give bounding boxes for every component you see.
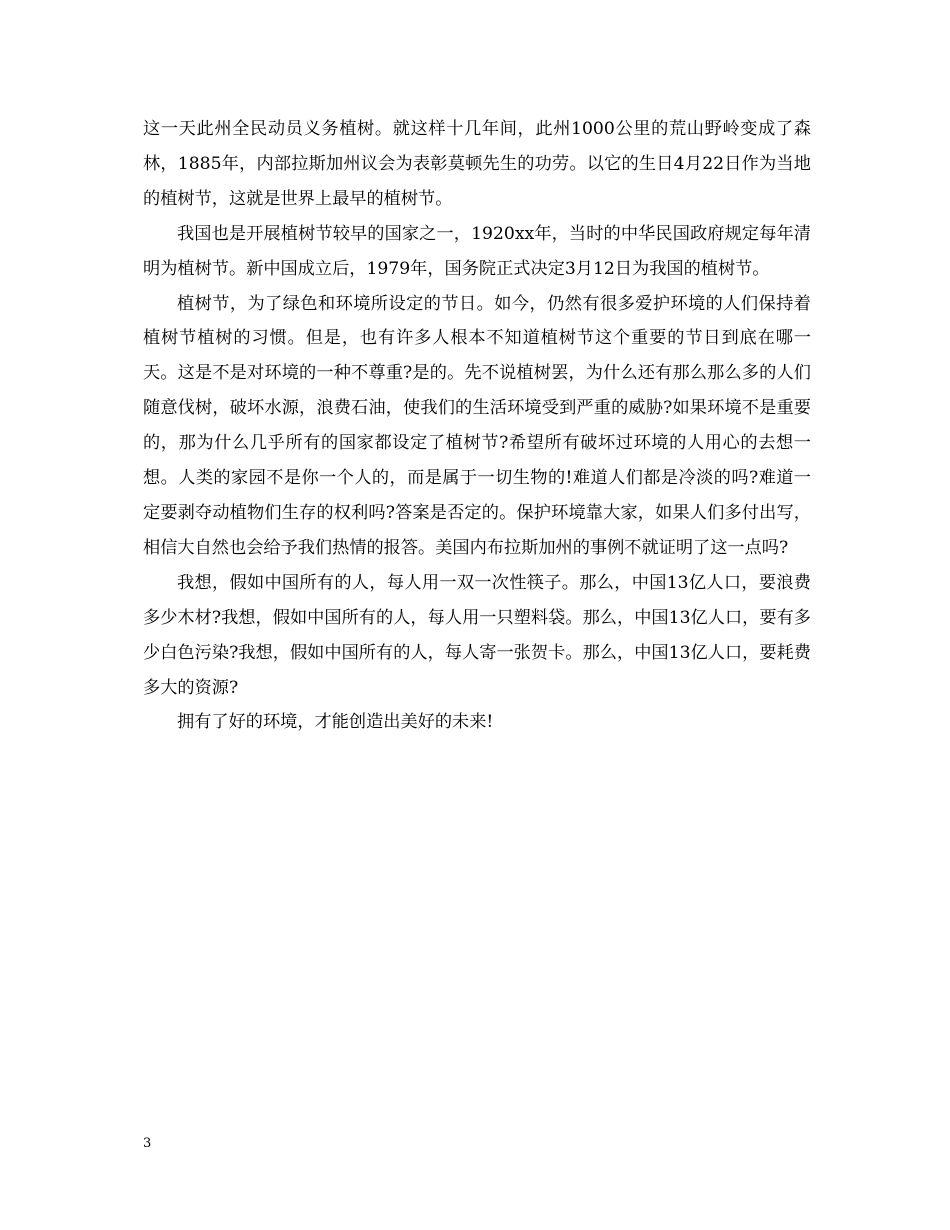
- paragraph: 拥有了好的环境，才能创造出美好的未来!: [177, 712, 494, 733]
- paragraph: 这一天此州全民动员义务植树。就这样十几年间，此州1000公里的荒山野岭变成了森林，1885年，内部拉斯加州议会为表彰莫顿先生的功劳。以它的生日4月22日作为当地的植树节，这就是世界上最早的植树节。: [143, 119, 811, 209]
- paragraph: 植树节，为了绿色和环境所设定的节日。如今，仍然有很多爱护环境的人们保持着植树节植树的习惯。但是，也有许多人根本不知道植树节这个重要的节日到底在哪一天。这是不是对环境的一种不尊重?是的。先不说植树罢，为什么还有那么那么多的人们随意伐树，破坏水源，浪费石油，使我们的生活环境受到严重的威胁?如果环境不是重要的，那为什么几乎所有的国家都设定了植树节?希望所有破坏过环境的人用心的去想一想。人类的家园不是你一个人的，而是属于一切生物的!难道人们都是冷淡的吗?难道一定要剥夺动植物们生存的权利吗?答案是否定的。保护环境靠大家，如果人们多付出写，相信大自然也会给予我们热情的报答。美国内布拉斯加州的事例不就证明了这一点吗?: [143, 293, 811, 558]
- page-number: 3: [143, 1136, 152, 1151]
- paragraph: 我国也是开展植树节较早的国家之一，1920xx年，当时的中华民国政府规定每年清明为植树节。新中国成立后，1979年，国务院正式决定3月12日为我国的植树节。: [143, 223, 811, 279]
- paragraph: 我想，假如中国所有的人，每人用一双一次性筷子。那么，中国13亿人口，要浪费多少木材?我想，假如中国所有的人，每人用一只塑料袋。那么，中国13亿人口，要有多少白色污染?我想，假如中国所有的人，每人寄一张贺卡。那么，中国13亿人口，要耗费多大的资源?: [143, 572, 811, 698]
- document-body: [143, 112, 811, 740]
